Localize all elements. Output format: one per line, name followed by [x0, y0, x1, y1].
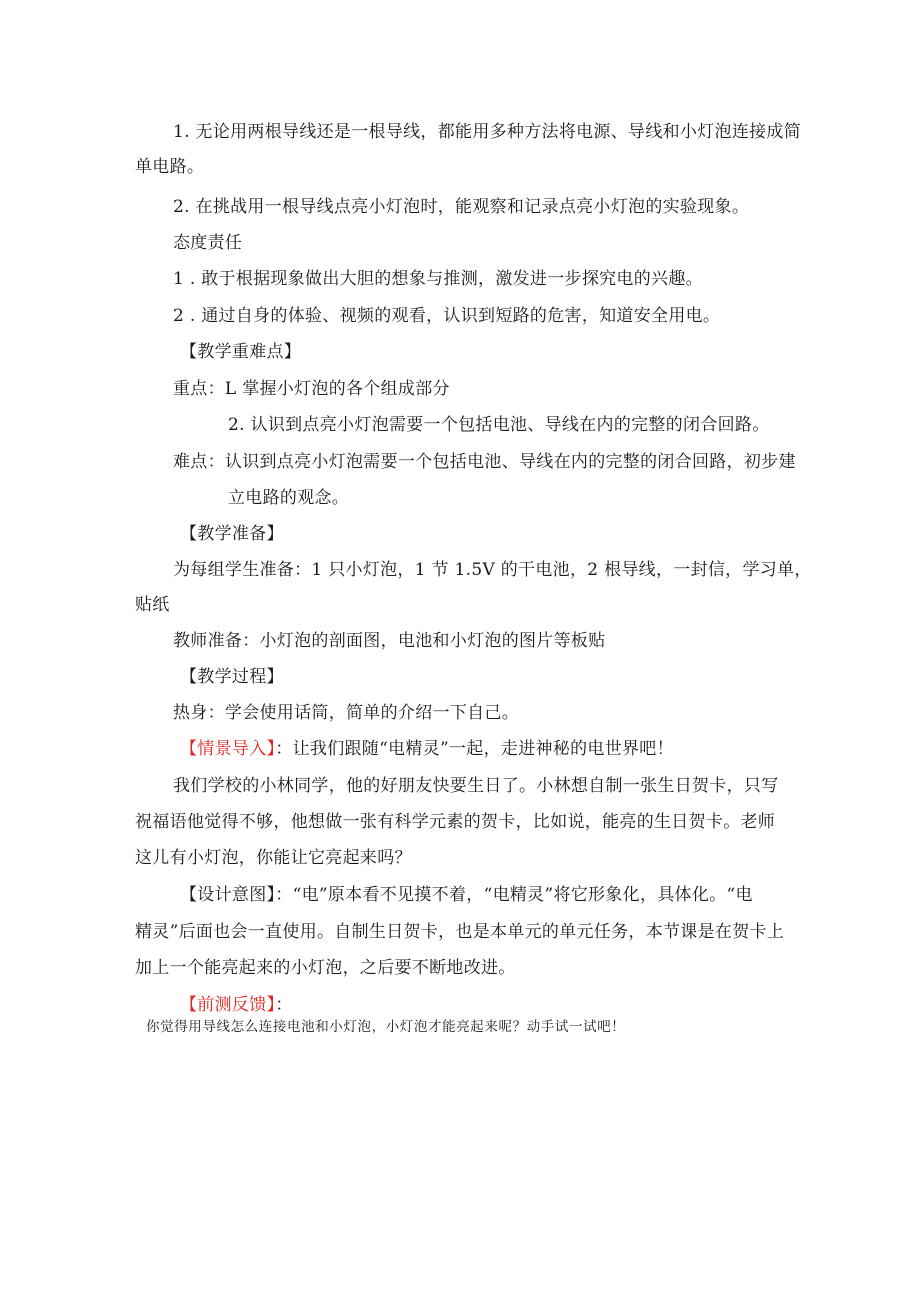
- intro-text: ：让我们跟随“电精灵”一起，走进神秘的电世界吧！: [275, 739, 674, 759]
- pretest-heading: [180, 994, 293, 1016]
- objective-item-2: 2. 在挑战用一根导线点亮小灯泡时，能观察和记录点亮小灯泡的实验现象。: [173, 197, 750, 217]
- difficulty-line-1: 难点：认识到点亮小灯泡需要一个包括电池、导线在内的完整的闭合回路，初步建: [173, 452, 796, 472]
- intro-paragraph: [180, 738, 674, 760]
- process-heading: 【教学过程】: [180, 667, 284, 687]
- story-line-1: 我们学校的小林同学，他的好朋友快要生日了。小林想自制一张生日贺卡，只写: [173, 776, 779, 796]
- design-intent-line-2: 精灵”后面也会一直使用。自制生日贺卡，也是本单元的单元任务，本节课是在贺卡上: [135, 922, 785, 942]
- design-intent-line-1: 【设计意图】：“电”原本看不见摸不着，“电精灵”将它形象化，具体化。“电: [180, 885, 753, 905]
- student-preparation-line-2: 贴纸: [135, 595, 170, 615]
- pretest-label: 【前测反馈】: [180, 995, 276, 1015]
- student-preparation-line-1: 为每组学生准备：1 只小灯泡，1 节 1.5V 的干电池，2 根导线，一封信，学习单，: [173, 560, 812, 580]
- pretest-colon: ：: [275, 995, 293, 1015]
- story-line-2: 祝福语他觉得不够，他想做一张有科学元素的贺卡，比如说，能亮的生日贺卡。老师: [135, 812, 776, 832]
- attitude-heading: 态度责任: [173, 233, 243, 253]
- pretest-question: 你觉得用导线怎么连接电池和小灯泡，小灯泡才能亮起来呢？动手试一试吧！: [146, 1019, 626, 1035]
- attitude-item-1: 1 . 敢于根据现象做出大胆的想象与推测，激发进一步探究电的兴趣。: [173, 269, 703, 289]
- intro-label: 【情景导入】: [180, 739, 276, 759]
- teacher-preparation: 教师准备：小灯泡的剖面图，电池和小灯泡的图片等板贴: [173, 631, 606, 651]
- focus-point-1: 重点：L 掌握小灯泡的各个组成部分: [173, 379, 450, 399]
- difficulty-line-2: 立电路的观念。: [228, 488, 350, 508]
- attitude-item-2: 2 . 通过自身的体验、视频的观看，认识到短路的危害，知道安全用电。: [173, 306, 721, 326]
- preparation-heading: 【教学准备】: [180, 524, 284, 544]
- objective-item-1-line-1: 1. 无论用两根导线还是一根导线，都能用多种方法将电源、导线和小灯泡连接成简: [173, 122, 802, 142]
- warmup-text: 热身：学会使用话筒，简单的介绍一下自己。: [173, 703, 519, 723]
- design-intent-line-3: 加上一个能亮起来的小灯泡，之后要不断地改进。: [135, 958, 516, 978]
- objective-item-1-line-2: 单电路。: [135, 157, 205, 177]
- story-line-3: 这儿有小灯泡，你能让它亮起来吗？: [135, 848, 412, 868]
- key-points-heading: 【教学重难点】: [180, 342, 302, 362]
- focus-point-2: 2. 认识到点亮小灯泡需要一个包括电池、导线在内的完整的闭合回路。: [228, 415, 770, 435]
